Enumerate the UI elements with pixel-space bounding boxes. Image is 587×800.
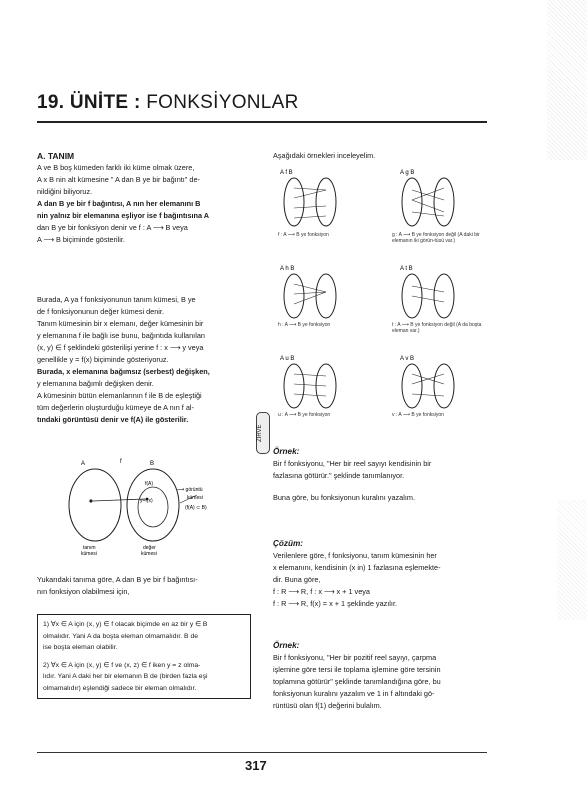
box-line: lıdır. Yani A daki her bir elemanın B de (birden fazla eşi — [43, 673, 208, 680]
text-line: dan B ye bir fonksiyon denir ve f : A ⟶ B veya — [37, 223, 188, 232]
scan-grain — [547, 0, 587, 160]
left-column-top — [37, 150, 250, 246]
svg-text:A v B: A v B — [400, 356, 415, 362]
text-line: toplamına götürür" şeklinde tanımlandığına göre, bu — [273, 677, 441, 686]
page-title — [37, 92, 299, 114]
scan-grain — [557, 500, 587, 620]
caption-v: v : A ⟶ B ye fonksiyon — [392, 412, 444, 418]
function-diagram — [55, 455, 235, 560]
footer-rule — [37, 752, 487, 753]
left-column-mid — [37, 294, 250, 426]
example-heading: Örnek: — [273, 447, 300, 456]
f-label: f — [120, 459, 122, 465]
text-line: tüm değerlerin oluşturduğu kümeye de A nın f al- — [37, 403, 194, 412]
diagram-v — [400, 356, 454, 408]
text-line: Bir f fonksiyonu, "Her bir pozitif reel sayıyı, çarpma — [273, 653, 437, 662]
section-title: A. TANIM — [37, 151, 75, 161]
fa-label: f(A) — [145, 481, 154, 487]
svg-text:A u B: A u B — [280, 356, 295, 362]
caption-g: g : A ⟶ B ye fonksiyon değil (A daki bir elemanın iki görün-tüsü var.) — [392, 232, 480, 244]
title-rule — [37, 121, 487, 123]
page-number: 317 — [245, 758, 267, 773]
box-line: ise boşta eleman olabilir. — [43, 644, 118, 651]
set-a-label: A — [81, 461, 86, 467]
example-diagrams — [272, 166, 492, 426]
box-line: olmamalıdır) eşlendiği sadece bir eleman olmalıdır. — [43, 684, 197, 692]
diagram-u — [280, 356, 336, 408]
text-line: A dan B ye bir f bağıntısı, A nın her elemanını B — [37, 199, 201, 208]
caption-u: u : A ⟶ B ye fonksiyon — [278, 412, 331, 418]
diagram-t — [400, 266, 454, 318]
text-line: nın fonksiyon olabilmesi için, — [37, 587, 130, 596]
diagram-f — [280, 170, 336, 226]
text-line: Yukarıdaki tanıma göre, A dan B ye bir f bağıntısı- — [37, 575, 198, 584]
text-line: A ve B boş kümeden farklı iki küme olmak üzere, — [37, 163, 195, 172]
svg-text:A t B: A t B — [400, 266, 413, 272]
text-line: Buna göre, bu fonksiyonun kuralını yazalım. — [273, 493, 415, 502]
caption-h: h : A ⟶ B ye fonksiyon — [278, 322, 331, 328]
text-line: nin yalnız bir elemanına eşliyor ise f bağıntısına A — [37, 211, 210, 220]
goruntu-kumesi-label: kümesi — [187, 495, 203, 501]
deger-label: değer — [143, 545, 156, 551]
text-line: Tanım kümesinin bir x elemanı, değer kümesinin bir — [37, 319, 204, 328]
svg-text:A f B: A f B — [280, 170, 293, 176]
tanim-kumesi-label: kümesi — [81, 551, 97, 557]
side-tab: ZİRVE — [256, 412, 270, 454]
text-line: f : R ⟶ R, f : x ⟶ x + 1 veya — [273, 587, 370, 596]
deger-kumesi-label: kümesi — [141, 551, 157, 557]
subset-label: (f(A) ⊂ B) — [185, 505, 207, 511]
box-line: 2) ∀x ∈ A için (x, y) ∈ f ve (x, z) ∈ f iken y = z olma- — [43, 661, 201, 669]
text-line: Bir f fonksiyonu, "Her bir reel sayıyı kendisinin bir — [273, 459, 432, 468]
text-line: f : R ⟶ R, f(x) = x + 1 şeklinde yazılır. — [273, 599, 398, 608]
goruntu-label: ⟶ görüntü — [177, 487, 203, 493]
example-2 — [273, 640, 495, 712]
text-line: genellikle y = f(x) biçiminde gösteriyoruz. — [37, 355, 169, 364]
text-line: A ⟶ B biçiminde gösterilir. — [37, 235, 125, 244]
text-line: (x, y) ∈ f şeklindeki gösterilişi yerine f : x ⟶ y veya — [37, 343, 204, 352]
text-line: Burada, A ya f fonksiyonunun tanım kümesi, B ye — [37, 295, 196, 304]
text-line: A x B nin alt kümesine " A dan B ye bir bağıntı" de- — [37, 175, 200, 184]
example-heading: Örnek: — [273, 641, 300, 650]
caption-t: t : A ⟶ B ye fonksiyon değil (A da boşta eleman var.) — [392, 322, 482, 334]
text-line: x elemanını, kendisinin (x in) 1 fazlasına eşlemekte- — [273, 563, 441, 572]
box-line: 1) ∀x ∈ A için (x, y) ∈ f olacak biçimde en az bir y ∈ B — [43, 621, 208, 628]
diagram-h — [280, 266, 336, 318]
text-line: fonksiyonun kuralını yazalım ve 1 in f altındaki gö- — [273, 689, 435, 698]
condition-box — [37, 614, 251, 699]
text-line: tındaki görüntüsü denir ve f(A) ile gösterilir. — [37, 415, 189, 424]
svg-text:A h B: A h B — [280, 266, 295, 272]
solution-heading: Çözüm: — [273, 539, 304, 548]
topic-label: FONKSİYONLAR — [146, 92, 299, 113]
solution-1 — [273, 538, 495, 610]
text-line: Verilenlere göre, f fonksiyonu, tanım kümesinin her — [273, 551, 437, 560]
text-line: dir. Buna göre, — [273, 575, 321, 584]
text-line: rüntüsü olan f(1) değerini bulalım. — [273, 701, 382, 710]
text-line: A kümesinin bütün elemanlarının f ile B de eşleştiği — [37, 391, 202, 400]
text-line: Burada, x elemanına bağımsız (serbest) değişken, — [37, 367, 210, 376]
text-line: fazlasına götürür." şeklinde tanımlanıyor. — [273, 471, 405, 480]
set-b-label: B — [150, 461, 155, 467]
box-line: olmalıdır. Yani A da boşta eleman olmamalıdır. B de — [43, 632, 199, 640]
unit-label: 19. ÜNİTE : — [37, 92, 141, 113]
text-line: Aşağıdaki örnekleri inceleyelim. — [273, 151, 376, 160]
yfx-label: y=f(x) — [140, 498, 153, 504]
text-line: y elemanına bağımlı değişken denir. — [37, 379, 154, 388]
text-line: nildiğini biliyoruz. — [37, 187, 93, 196]
right-intro — [273, 150, 495, 162]
svg-text:A g B: A g B — [400, 170, 415, 176]
tanim-label: tanım — [83, 545, 96, 551]
text-line: işlemine göre tersi ile toplama işlemine göre tersinin — [273, 665, 441, 674]
left-column-bottom — [37, 574, 250, 598]
example-1 — [273, 446, 495, 504]
text-line: y elemanına f ile bağlı ise bunu, bağıntıda kullanılan — [37, 331, 205, 340]
caption-f: f : A ⟶ B ye fonksiyon — [278, 232, 329, 238]
text-line: de f fonksiyonunun değer kümesi denir. — [37, 307, 164, 316]
diagram-g — [400, 170, 454, 226]
